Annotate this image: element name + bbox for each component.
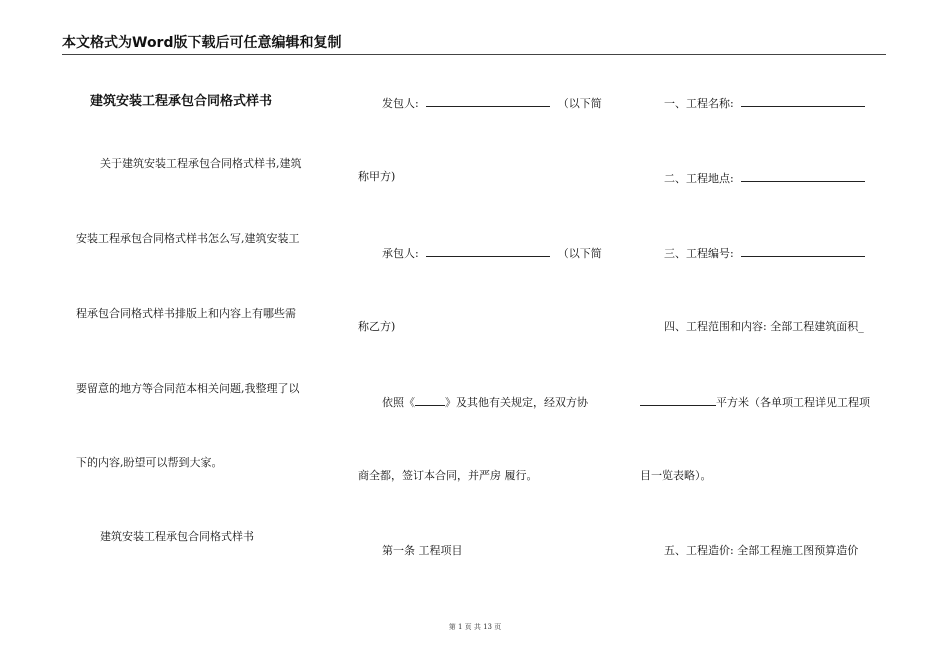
item-4: 四、工程范围和内容: 全部工程建筑面积_ xyxy=(664,320,864,333)
item-2-blank xyxy=(741,170,865,182)
contractor-label: 承包人: xyxy=(382,247,419,260)
intro-line-1: 关于建筑安装工程承包合同格式样书,建筑 xyxy=(100,157,302,170)
contractor-cont: 称乙方) xyxy=(358,320,396,333)
item-2-label: 二、工程地点: xyxy=(664,172,734,185)
basis-line xyxy=(382,394,588,410)
page-header xyxy=(62,34,886,55)
page-footer xyxy=(0,622,950,632)
item-2 xyxy=(664,170,865,186)
intro-line-2: 安装工程承包合同格式样书怎么写,建筑安装工 xyxy=(76,232,300,245)
employer-cont: 称甲方) xyxy=(358,170,396,183)
contractor-line xyxy=(382,245,602,261)
intro-line-5: 下的内容,盼望可以帮到大家。 xyxy=(76,456,223,469)
item-4-cont xyxy=(640,394,870,410)
subtitle: 建筑安装工程承包合同格式样书 xyxy=(100,530,254,543)
intro-line-3: 程承包合同格式样书排版上和内容上有哪些需 xyxy=(76,307,296,320)
employer-line xyxy=(382,95,602,111)
header-title: 本文格式为Word版下载后可任意编辑和复制 xyxy=(62,35,342,51)
item-4-tail: 平方米（各单项工程详见工程项 xyxy=(716,396,870,409)
item-4-blank xyxy=(640,394,716,406)
item-3 xyxy=(664,245,865,261)
page-number: 第 1 页 共 13 页 xyxy=(448,623,502,631)
contractor-blank xyxy=(426,245,550,257)
basis-cont: 商全都，签订本合同，并严房 履行。 xyxy=(358,469,538,482)
article-1: 第一条 工程项目 xyxy=(382,544,463,557)
document-title: 建筑安装工程承包合同格式样书 xyxy=(90,94,273,109)
basis-blank xyxy=(415,394,445,406)
item-1 xyxy=(664,95,865,111)
intro-line-4: 要留意的地方等合同范本相关问题,我整理了以 xyxy=(76,382,300,395)
item-1-label: 一、工程名称: xyxy=(664,97,734,110)
item-3-label: 三、工程编号: xyxy=(664,247,734,260)
basis-pre: 依照《 xyxy=(382,396,415,409)
employer-label: 发包人: xyxy=(382,97,419,110)
employer-tail: （以下简 xyxy=(557,97,602,110)
item-5: 五、工程造价: 全部工程施工图预算造价 xyxy=(664,544,859,557)
employer-blank xyxy=(426,95,550,107)
item-3-blank xyxy=(741,245,865,257)
item-1-blank xyxy=(741,95,865,107)
contractor-tail: （以下简 xyxy=(557,247,602,260)
basis-post: 》及其他有关规定，经双方协 xyxy=(445,396,588,409)
item-4-end: 目一览表略）。 xyxy=(640,469,712,482)
